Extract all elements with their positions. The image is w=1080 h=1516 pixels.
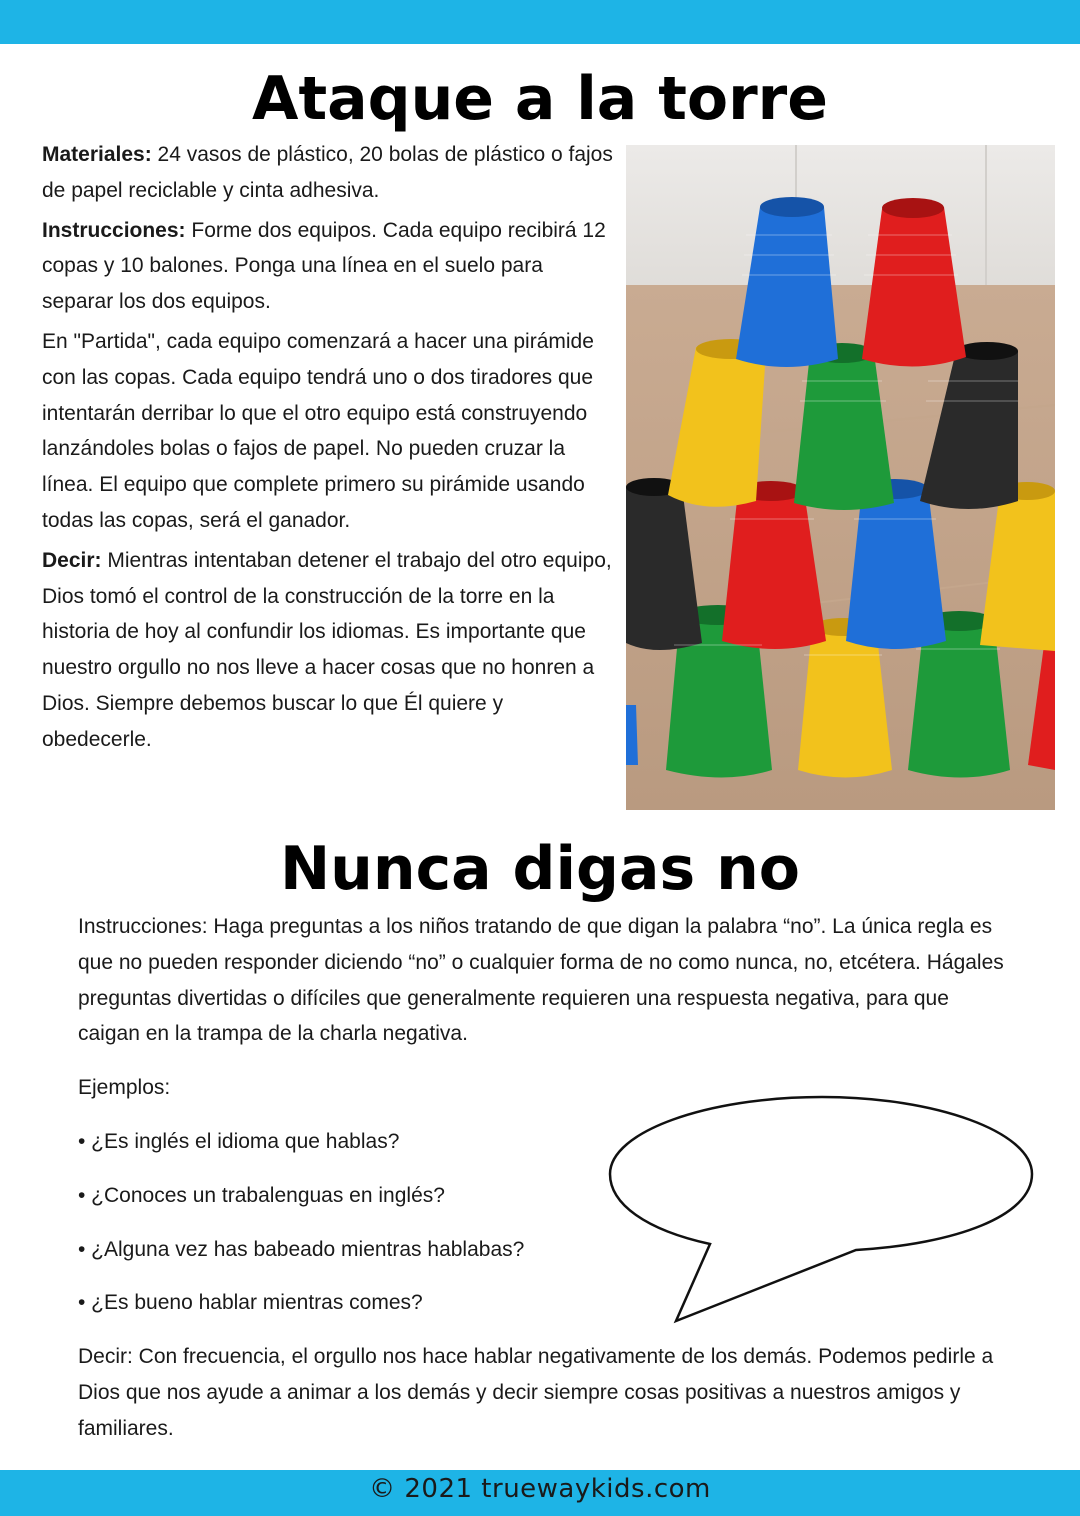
footer-copyright: © 2021 truewaykids.com (369, 1474, 711, 1504)
say-label: Decir: (42, 548, 102, 572)
section2-instructions: Instrucciones: Haga preguntas a los niños tratando de que digan la palabra “no”. La única regla es que no pueden responder diciendo “no” o cualquier forma de no como nunca, no, etcétera. Hágales preguntas divertidas o difíciles que generalmente requieren una respuesta negativa, para que caigan en la trampa de la charla negativa. (78, 915, 1004, 1046)
instructions-paragraph (42, 213, 614, 320)
examples-label: Ejemplos: (78, 1076, 171, 1100)
section2-say: Decir: Con frecuencia, el orgullo nos hace hablar negativamente de los demás. Podemos pedirle a Dios que nos ayude a animar a los demás y decir siempre cosas positivas a nuestros amigos y familiares. (78, 1345, 994, 1440)
example-item: • ¿Conoces un trabalenguas en inglés? (78, 1183, 445, 1207)
example-item: • ¿Es inglés el idioma que hablas? (78, 1129, 400, 1153)
stacked-cups-photo (626, 145, 1055, 810)
instructions-label: Instrucciones: (42, 218, 186, 242)
top-accent-bar (0, 0, 1080, 44)
say-paragraph (42, 543, 614, 758)
say-text: Mientras intentaban detener el trabajo del otro equipo, Dios tomó el control de la construcción de la torre en la historia de hoy al confundir los idiomas. Es importante que nuestro orgullo no nos lleve a hacer cosas que no honren a Dios. Siempre debemos buscar lo que Él quiere y obedecerle. (42, 548, 612, 751)
speech-bubble-icon (606, 1094, 1038, 1328)
example-item: • ¿Alguna vez has babeado mientras hablabas? (78, 1237, 525, 1261)
materials-paragraph (42, 137, 614, 209)
section-title-attack-tower: Ataque a la torre (252, 64, 828, 134)
instructions-text: Forme dos equipos. Cada equipo recibirá 12 copas y 10 balones. Ponga una línea en el suelo para separar los dos equipos. (42, 218, 606, 314)
section-title-never-say-no: Nunca digas no (279, 834, 801, 904)
example-item: • ¿Es bueno hablar mientras comes? (78, 1291, 423, 1315)
section1-text (42, 137, 614, 762)
game-paragraph: En "Partida", cada equipo comenzará a hacer una pirámide con las copas. Cada equipo tendrá uno o dos tiradores que intentarán derribar lo que el otro equipo está construyendo lanzándoles bolas o fajos de papel. No pueden cruzar la línea. El equipo que complete primero su pirámide usando todas las copas, será el ganador. (42, 329, 594, 532)
materials-text: 24 vasos de plástico, 20 bolas de plástico o fajos de papel reciclable y cinta adhesiva. (42, 143, 613, 202)
materials-label: Materiales: (42, 143, 152, 166)
